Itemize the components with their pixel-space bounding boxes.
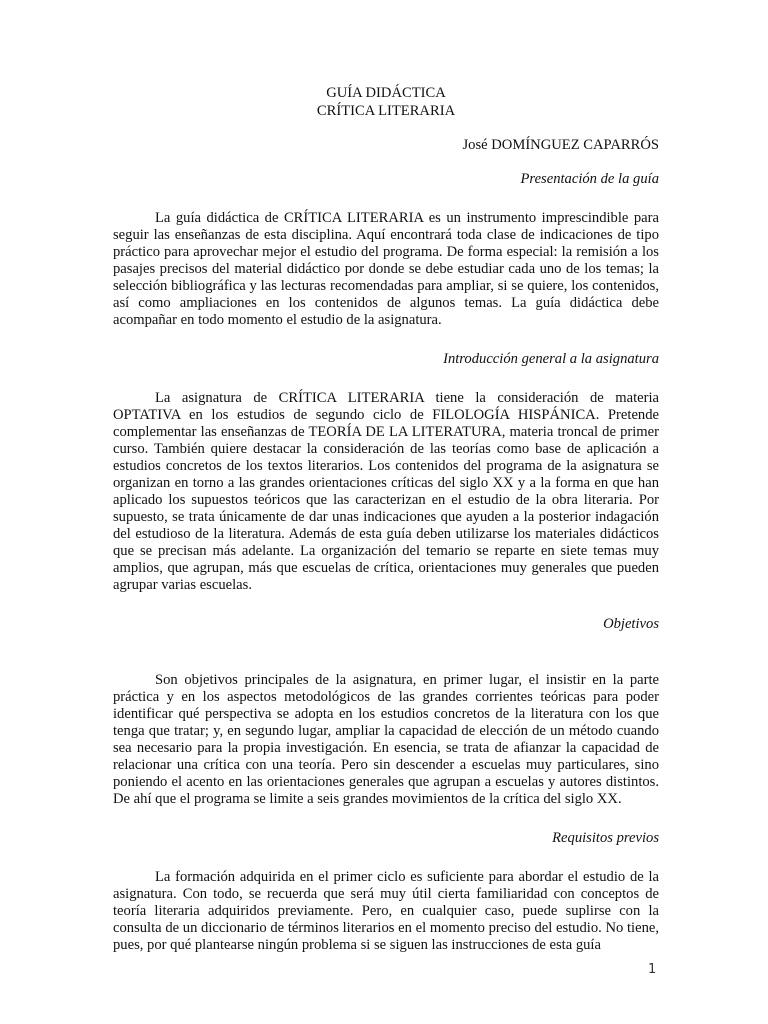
paragraph-objetivos: Son objetivos principales de la asignatura, en primer lugar, el insistir en la parte práctica y en los aspectos metodológicos de las grandes corrientes teóricas para poder identificar qué perspectiva se adopta en los estudios concretos de la literatura con los que tenga que tratar; y, en segundo lugar, ampliar la capacidad de elección de un método cuando sea necesario para la propia investigación. En esencia, se trata de afianzar la capacidad de relacionar una crítica con una teoría. Pero sin descender a escuelas muy particulares, sino poniendo el acento en las orientaciones generales que agrupan a escuelas y autores distintos. De ahí que el programa se limite a seis grandes movimientos de la crítica del siglo XX.	[113, 672, 659, 807]
section-heading-presentacion: Presentación de la guía	[520, 171, 659, 187]
document-content	[113, 84, 659, 954]
page-number: 1	[648, 962, 657, 977]
section-heading-objetivos: Objetivos	[603, 616, 659, 632]
title-line-2: CRÍTICA LITERARIA	[316, 103, 456, 119]
paragraph-presentacion: La guía didáctica de CRÍTICA LITERARIA es un instrumento imprescindible para seguir las enseñanzas de esta disciplina. Aquí encontrará toda clase de indicaciones de tipo práctico para aprovechar mejor el estudio del programa. De forma especial: la remisión a los pasajes precisos del material didáctico por donde se debe estudiar cada uno de los temas; la selección bibliográfica y las lecturas recomendadas para ampliar, si se quiere, los contenidos, así como ampliaciones en los contenidos de algunos temas. La guía didáctica debe acompañar en todo momento el estudio de la asignatura.	[113, 210, 659, 328]
paragraph-introduccion: La asignatura de CRÍTICA LITERARIA tiene la consideración de materia OPTATIVA en los estudios de segundo ciclo de FILOLOGÍA HISPÁNICA. Pretende complementar las enseñanzas de TEORÍA DE LA LITERATURA, materia troncal de primer curso. También quiere destacar la consideración de las teorías como base de aplicación a estudios concretos de los textos literarios. Los contenidos del programa de la asignatura se organizan en torno a las grandes orientaciones críticas del siglo XX y a la forma en que han aplicado los supuestos teóricos que las caracterizan en el estudio de la obra literaria. Por supuesto, se trata únicamente de dar unas indicaciones que ayuden a la posterior indagación del estudioso de la literatura. Además de esta guía deben utilizarse los materiales didácticos que se precisan más adelante. La organización del temario se reparte en siete temas muy amplios, que agrupan, más que escuelas de crítica, orientaciones muy generales que pueden agrupar varias escuelas.	[113, 390, 659, 593]
paragraph-requisitos: La formación adquirida en el primer ciclo es suficiente para abordar el estudio de la asignatura. Con todo, se recuerda que será muy útil cierta familiaridad con conceptos de teoría literaria adquiridos previamente. Pero, en cualquier caso, puede suplirse con la consulta de un diccionario de términos literarios en el momento preciso del estudio. No tiene, pues, por qué plantearse ningún problema si se siguen las instrucciones de esta guía	[113, 869, 659, 953]
author-name: José DOMÍNGUEZ CAPARRÓS	[462, 137, 659, 153]
section-heading-introduccion: Introducción general a la asignatura	[443, 351, 659, 367]
title-line-1: GUÍA DIDÁCTICA	[326, 85, 446, 101]
document-title	[113, 84, 659, 120]
section-heading-requisitos: Requisitos previos	[552, 830, 659, 846]
